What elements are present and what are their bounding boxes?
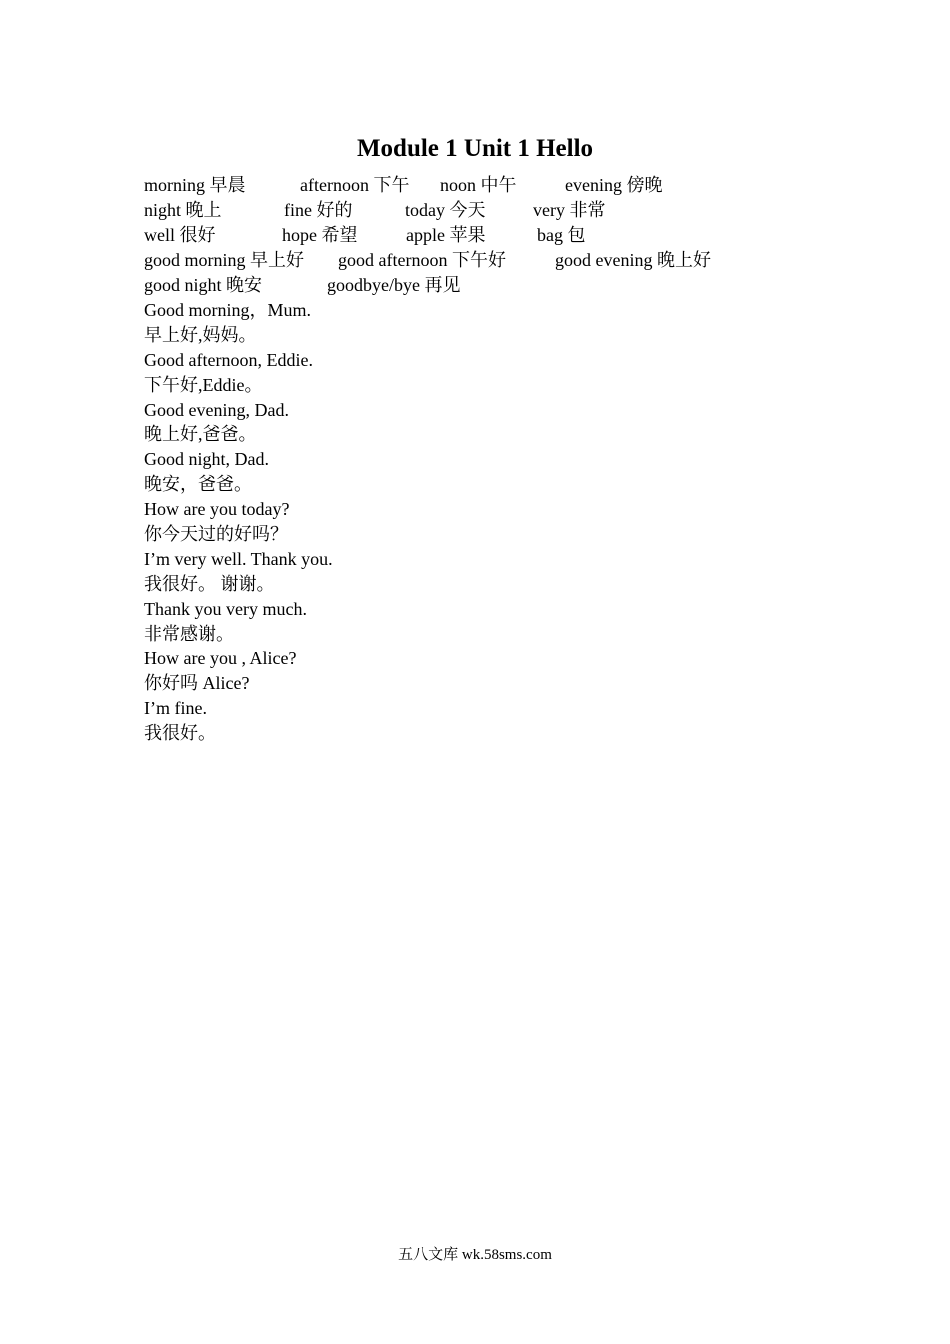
vocab-item: night 晚上 bbox=[144, 200, 222, 220]
sentence-chinese: 非常感谢。 bbox=[144, 623, 234, 644]
vocab-item: hope 希望 bbox=[282, 225, 358, 245]
vocabulary-list bbox=[144, 173, 844, 298]
sentence-list bbox=[144, 298, 844, 746]
sentence-english: I’m fine. bbox=[144, 698, 207, 719]
sentence-english: Good night, Dad. bbox=[144, 449, 269, 470]
sentence-english: How are you , Alice? bbox=[144, 648, 297, 669]
sentence-english: I’m very well. Thank you. bbox=[144, 548, 333, 569]
vocab-row bbox=[144, 273, 844, 298]
sentence-chinese: 晚上好,爸爸。 bbox=[144, 424, 257, 445]
vocab-item: very 非常 bbox=[533, 200, 606, 220]
vocab-item: bag 包 bbox=[537, 225, 586, 245]
vocab-row bbox=[144, 248, 844, 273]
vocab-item: well 很好 bbox=[144, 225, 216, 245]
sentence-english: Thank you very much. bbox=[144, 598, 307, 619]
sentence-chinese: 你今天过的好吗？ bbox=[144, 524, 288, 545]
vocab-item: good afternoon 下午好 bbox=[338, 250, 506, 270]
sentence-chinese: 晚安，爸爸。 bbox=[144, 474, 252, 495]
vocab-item: today 今天 bbox=[405, 200, 486, 220]
vocab-item: good night 晚安 bbox=[144, 275, 263, 295]
vocab-item: good evening 晚上好 bbox=[555, 250, 711, 270]
vocab-item: evening 傍晚 bbox=[565, 175, 663, 195]
sentence-english: Good afternoon, Eddie. bbox=[144, 349, 313, 370]
page-title: Module 1 Unit 1 Hello bbox=[356, 135, 594, 162]
vocab-item: fine 好的 bbox=[284, 200, 353, 220]
vocab-item: morning 早晨 bbox=[144, 175, 246, 195]
vocab-row bbox=[144, 198, 844, 223]
sentence-chinese: 我很好。 谢谢。 bbox=[144, 573, 275, 594]
sentence-chinese: 下午好,Eddie。 bbox=[144, 374, 263, 395]
sentence-chinese: 早上好,妈妈。 bbox=[144, 324, 257, 345]
vocab-item: goodbye/bye 再见 bbox=[327, 275, 461, 295]
vocab-item: afternoon 下午 bbox=[300, 175, 410, 195]
sentence-chinese: 我很好。 bbox=[144, 723, 216, 744]
sentence-english: Good evening, Dad. bbox=[144, 399, 289, 420]
sentence-chinese: 你好吗 Alice? bbox=[144, 673, 250, 694]
sentence-english: Good morning，Mum. bbox=[144, 300, 312, 320]
vocab-row bbox=[144, 223, 844, 248]
sentence-english: How are you today? bbox=[144, 499, 290, 520]
vocab-item: good morning 早上好 bbox=[144, 250, 304, 270]
vocab-item: apple 苹果 bbox=[406, 225, 486, 245]
vocab-row bbox=[144, 173, 844, 198]
vocab-item: noon 中午 bbox=[440, 175, 517, 195]
footer-watermark: 五八文库 wk.58sms.com bbox=[398, 1247, 552, 1263]
